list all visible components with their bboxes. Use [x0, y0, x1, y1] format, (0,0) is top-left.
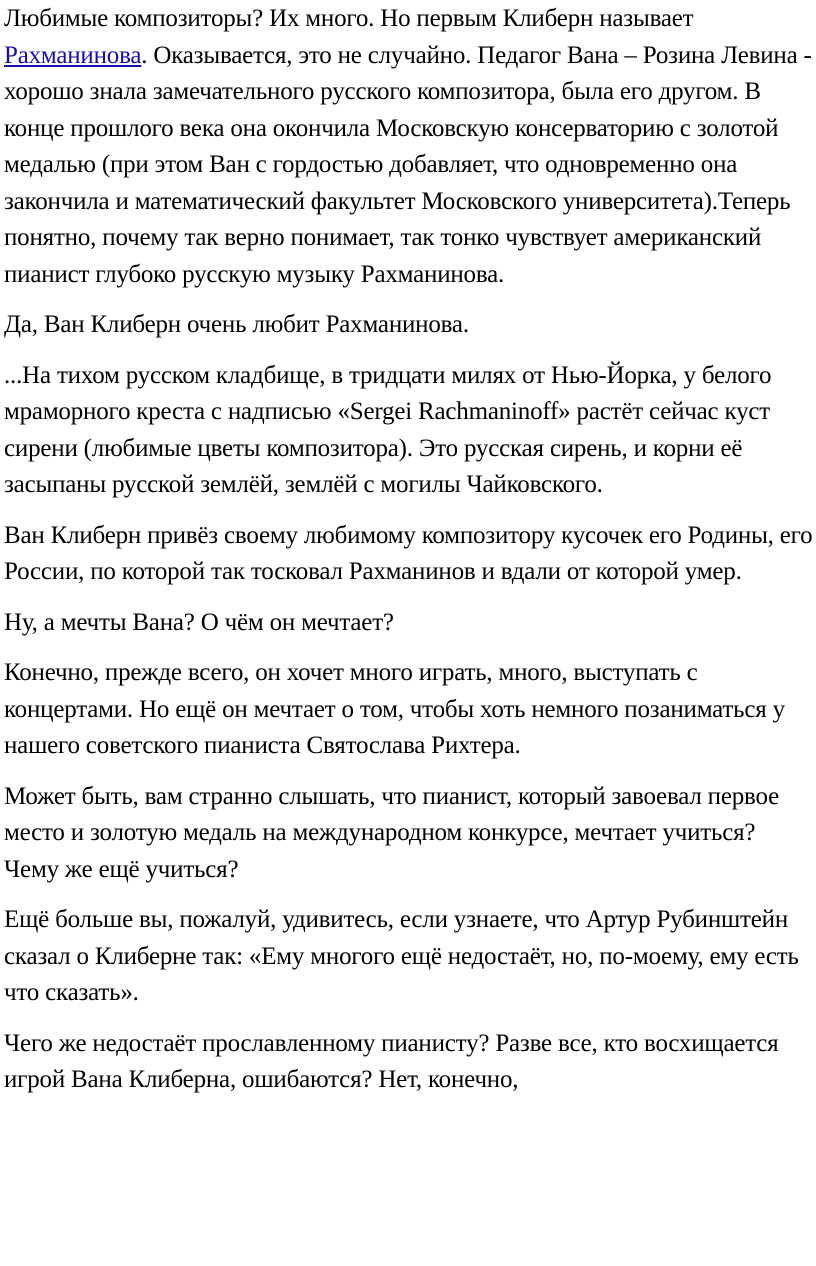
paragraph-9: Чего же недостаёт прославленному пианисту? Разве все, кто восхищается игрой Вана Клиберна, ошибаются? Нет, конечно,	[4, 1029, 779, 1093]
paragraph-1-text-before-link: Любимые композиторы? Их много. Но первым Клиберн называет	[4, 5, 694, 32]
paragraph-5: Ну, а мечты Вана? О чём он мечтает?	[4, 608, 394, 636]
paragraph-3: ...На тихом русском кладбище, в тридцати милях от Нью-Йорка, у белого мраморного креста с надписью «Sergei Rachmaninoff» растёт сейчас куст сирени (любимые цветы композитора). Это русская сирень, и корни её засыпаны русской землёй, землёй с могилы Чайковского.	[4, 361, 772, 498]
rachmaninov-link[interactable]: Рахманинова	[4, 41, 142, 69]
paragraph-1-text-after-link: . Оказывается, это не случайно. Педагог Вана – Розина Левина - хорошо знала замечательного русского композитора, была его другом. В конце прошлого века она окончила Московскую консерваторию с золотой медалью (при этом Ван с гордостью добавляет, что одновременно она закончила и математический факультет Московского университета).Теперь понятно, почему так верно понимает, так тонко чувствует американский пианист глубоко русскую музыку Рахманинова.	[4, 41, 812, 288]
paragraph-8: Ещё больше вы, пожалуй, удивитесь, если узнаете, что Артур Рубинштейн сказал о Клиберне так: «Ему многого ещё недостаёт, но, по-моему, ему есть что сказать».	[4, 906, 799, 1006]
paragraph-6: Конечно, прежде всего, он хочет много играть, много, выступать с концертами. Но ещё он мечтает о том, чтобы хоть немного позаниматься у нашего советского пианиста Святослава Рихтера.	[4, 659, 785, 759]
paragraph-4: Ван Клиберн привёз своему любимому композитору кусочек его Родины, его России, по которой так тосковал Рахманинов и вдали от которой умер.	[4, 521, 813, 585]
paragraph-7: Может быть, вам странно слышать, что пианист, который завоевал первое место и золотую медаль на международном конкурсе, мечтает учиться? Чему же ещё учиться?	[4, 782, 779, 883]
paragraph-1	[4, 1, 814, 293]
paragraph-2: Да, Ван Клиберн очень любит Рахманинова.	[4, 311, 469, 338]
